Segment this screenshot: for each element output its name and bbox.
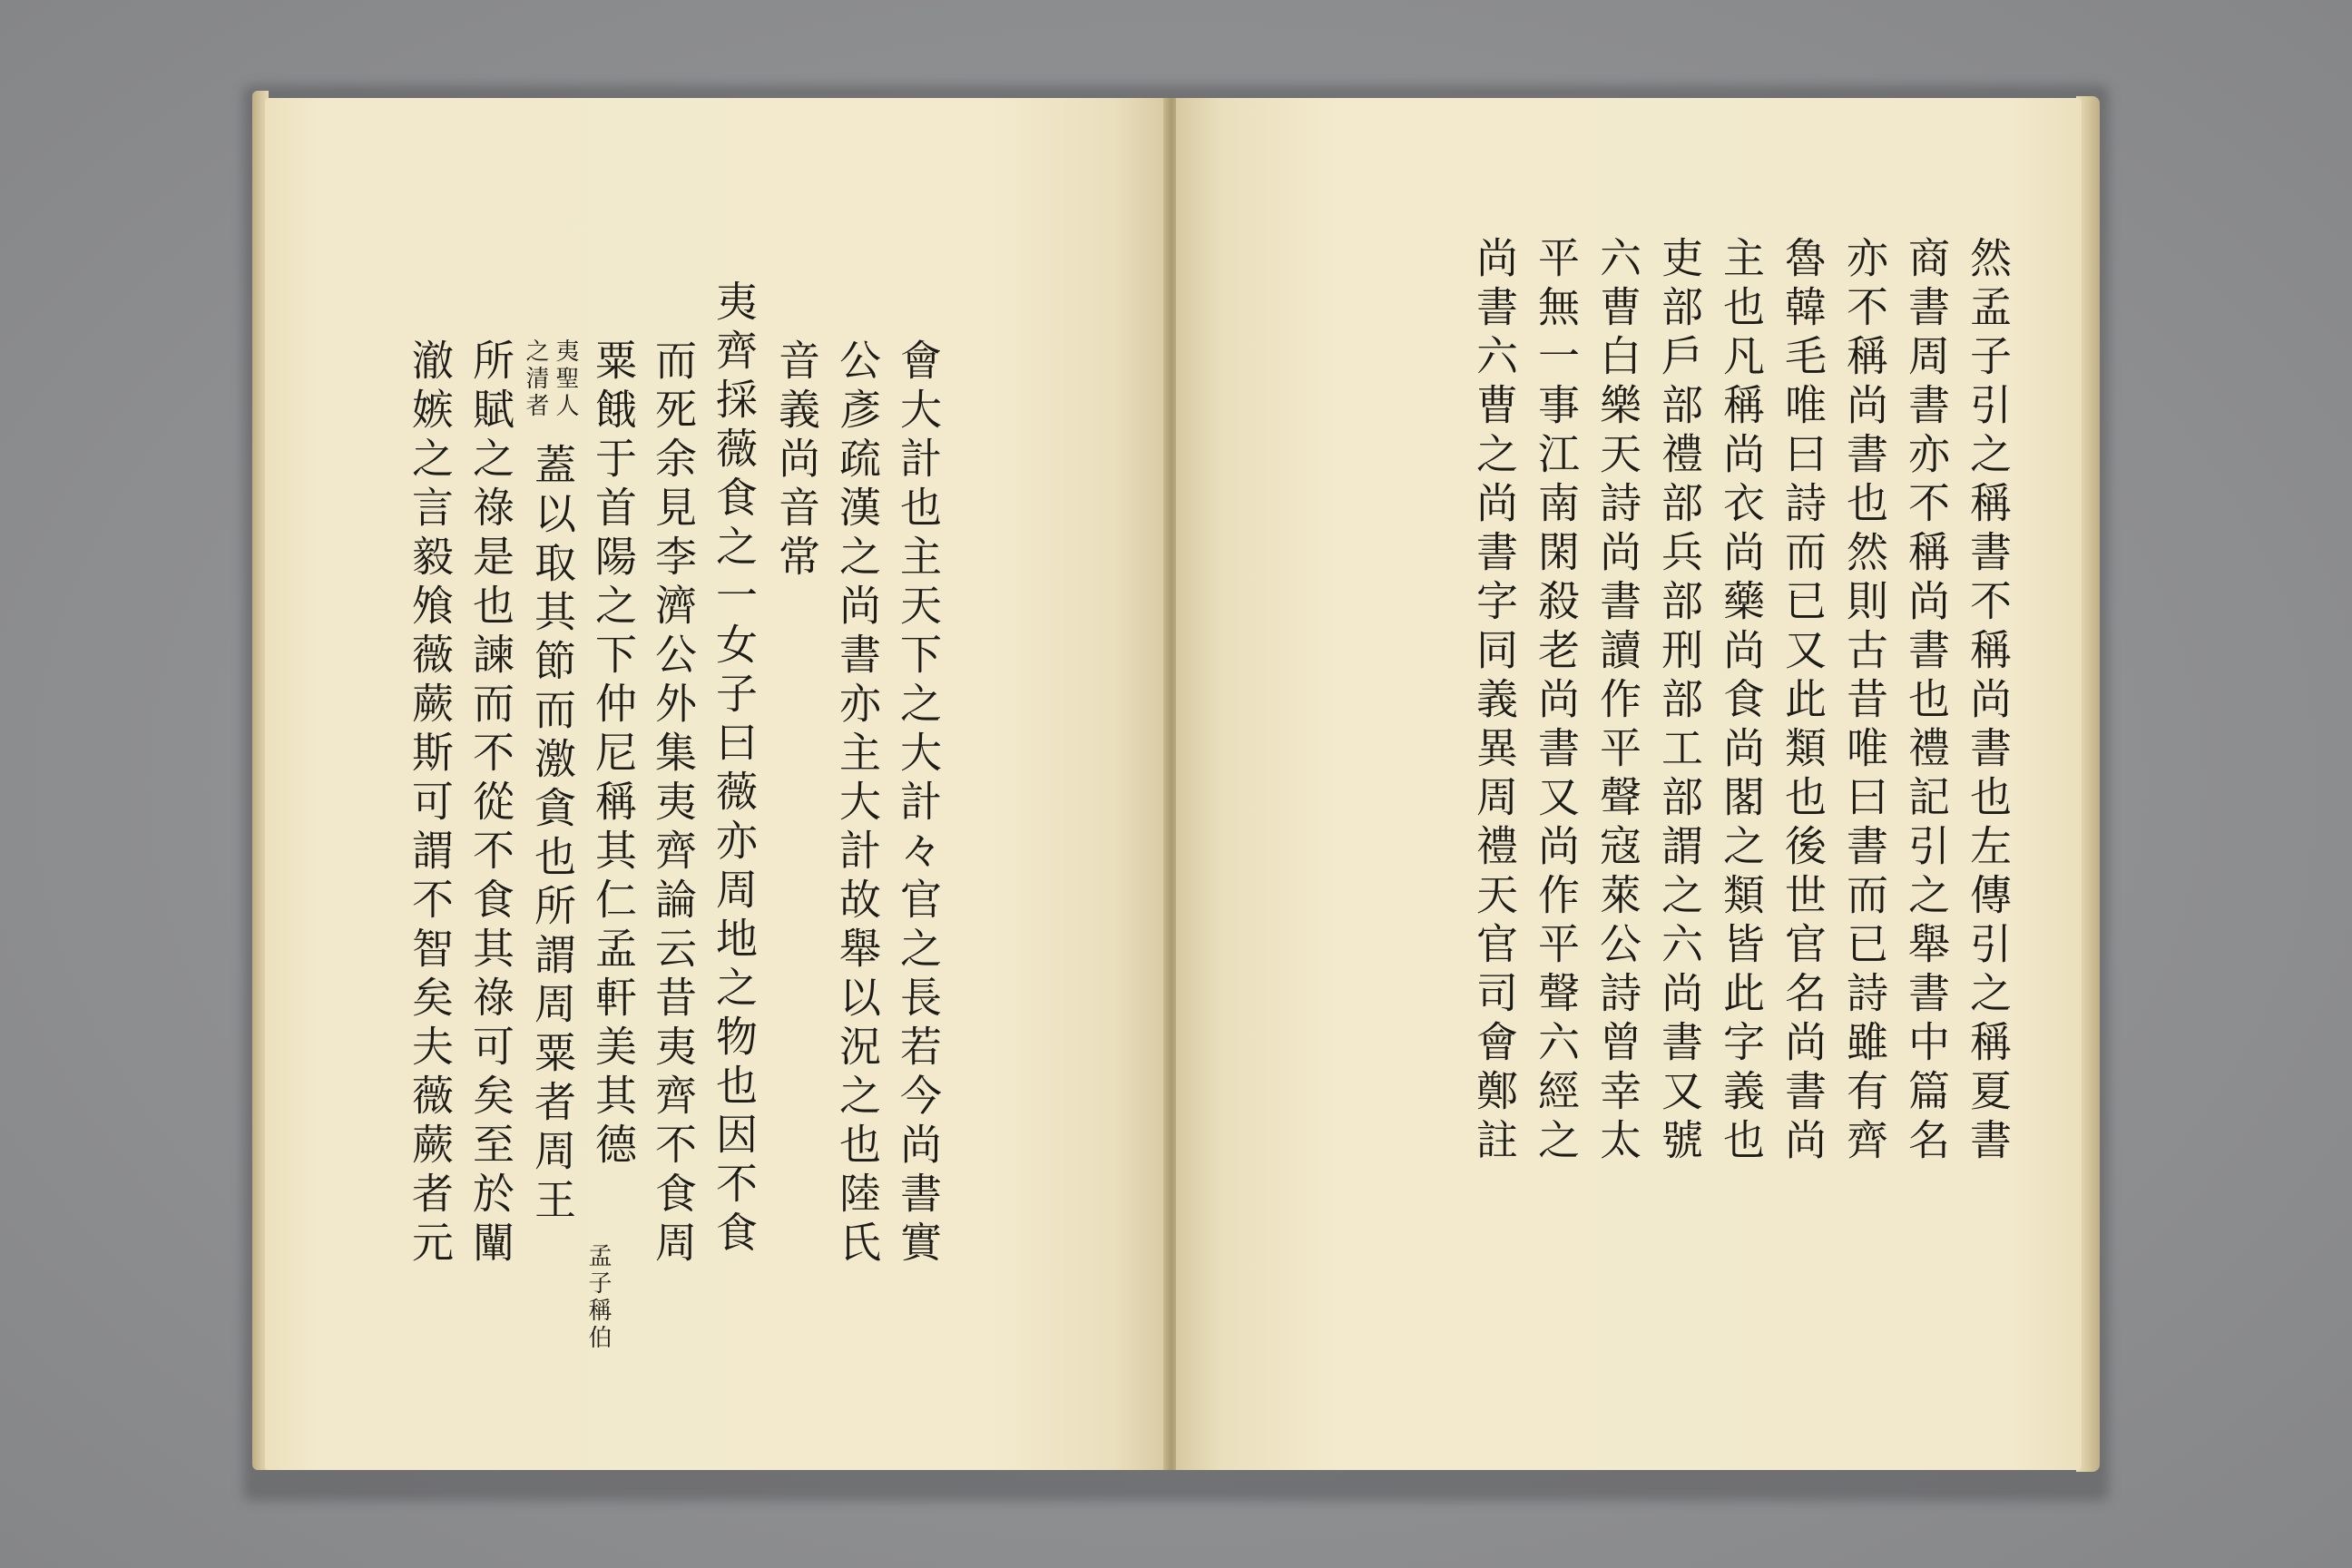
- show-through: [955, 261, 991, 960]
- annotation-column: 之清者: [522, 338, 549, 420]
- text-column: 音義尚音常: [772, 338, 821, 583]
- text-column: 尚書六曹之尚書字同義異周禮天官司會鄭註: [1470, 236, 1519, 1167]
- text-column: 魯韓毛唯曰詩而已又此類也後世官名尚書尚: [1779, 236, 1828, 1167]
- text-column: 六曹白樂天詩尚書讀作平聲寇萊公詩曾幸太: [1593, 236, 1642, 1167]
- text-column: 蓋以取其節而激貪也所謂周粟者周王: [528, 443, 577, 1227]
- annotation-column: 夷聖人: [552, 338, 579, 420]
- text-column: 然孟子引之稱書不稱尚書也左傳引之稱夏書: [1964, 236, 2013, 1167]
- left-page: [265, 98, 1167, 1470]
- text-column: 粟餓于首陽之下仲尼稱其仁孟軒美其德: [589, 338, 638, 1171]
- text-column: 澈嫉之言毅飧薇蕨斯可謂不智矣夫薇蕨者元: [406, 338, 455, 1269]
- annotation-column: 孟子稱伯: [584, 1243, 612, 1352]
- right-page: [1176, 98, 2082, 1470]
- text-column: 平無一事江南閑殺老尚書又尚作平聲六經之: [1532, 236, 1581, 1167]
- text-column: 吏部戶部禮部兵部刑部工部謂之六尚書又號: [1655, 236, 1704, 1167]
- text-column: 公彥疏漢之尚書亦主大計故舉以況之也陸氏: [833, 338, 882, 1269]
- text-column: 主也凡稱尚衣尚藥尚食尚閣之類皆此字義也: [1717, 236, 1766, 1167]
- text-column: 而死余見李濟公外集夷齊論云昔夷齊不食周: [649, 338, 698, 1269]
- text-column: 會大計也主天下之大計々官之長若今尚書實: [894, 338, 943, 1269]
- text-column: 亦不稱尚書也然則古昔唯曰書而已詩雖有齊: [1840, 236, 1889, 1167]
- text-column: 夷齊採薇食之一女子曰薇亦周地之物也因不食: [710, 279, 759, 1259]
- text-column: 商書周書亦不稱尚書也禮記引之舉書中篇名: [1902, 236, 1951, 1167]
- text-column: 所賦之祿是也諫而不從不食其祿可矣至於闡: [466, 338, 515, 1269]
